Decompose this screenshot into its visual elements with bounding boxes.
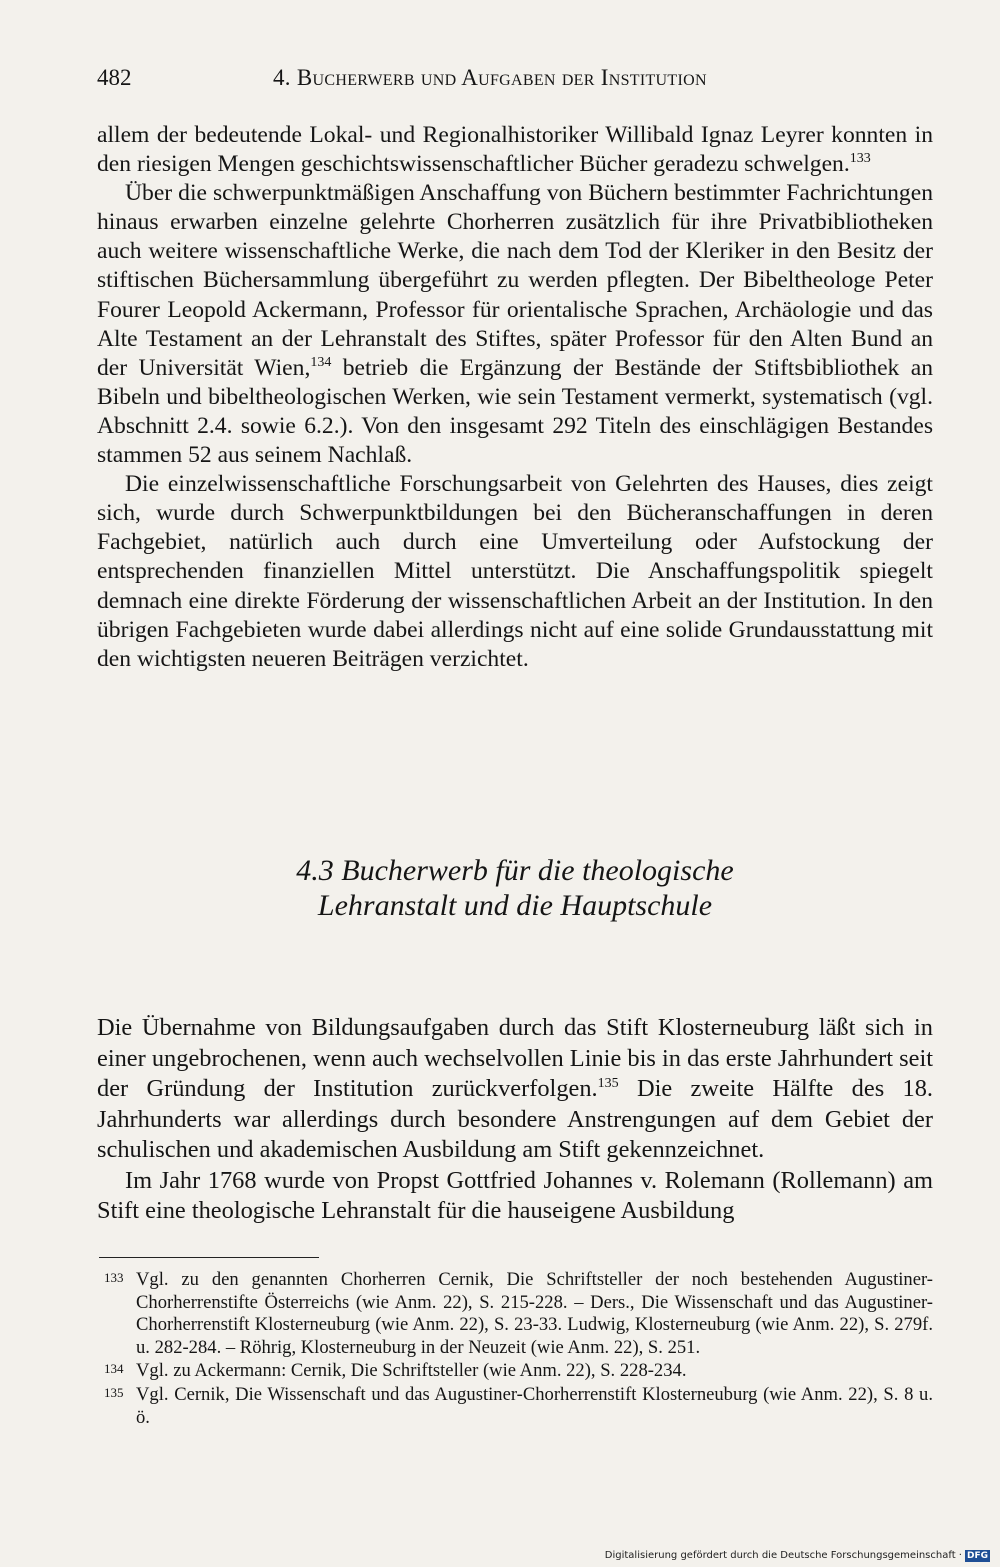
paragraph: Die Übernahme von Bildungsaufgaben durch das Stift Klosterneuburg läßt sich in einer ungebrochenen, wenn auch wechselvollen Linie bis in das erste Jahrhundert seit der Gründung der Institution zurückverfolgen.$^{135}$ Die zweite Hälfte des 18. Jahrhunderts war allerdings durch besondere Anstrengungen auf dem Gebiet der schulischen und akademischen Ausbildung am Stift gekennzeichnet.: [97, 1014, 933, 1163]
footnote-number: 134: [104, 1361, 124, 1377]
footnote-ref[interactable]: 134: [310, 354, 332, 370]
footnote-number: 135: [104, 1384, 124, 1400]
credit-text: Digitalisierung gefördert durch die Deutsche Forschungsgemeinschaft ·: [604, 1550, 962, 1561]
body-text-bottom: [97, 1013, 933, 1227]
paragraph: allem der bedeutende Lokal- und Regionalhistoriker Willibald Ignaz Leyrer konnten in den riesigen Mengen geschichtswissenschaftlicher Bücher geradezu schwelgen.$^{133}$: [97, 122, 933, 178]
footnote-text: Vgl. Cernik, Die Wissenschaft und das Augustiner-Chorherrenstift Klosterneuburg (wie Anm. 22), S. 8 u. ö.: [136, 1383, 933, 1428]
footnote-text: Vgl. zu Ackermann: Cernik, Die Schriftsteller (wie Anm. 22), S. 228-234.: [136, 1360, 687, 1382]
page-number: 482: [97, 65, 132, 90]
footnote: [104, 1269, 933, 1359]
footnote-number: 133: [104, 1270, 124, 1285]
page-header: [97, 58, 933, 98]
paragraph: Die einzelwissenschaftliche Forschungsarbeit von Gelehrten des Hauses, dies zeigt sich, wurde durch Schwerpunktbildungen bei den Bücheranschaffungen in deren Fachgebiet, natürlich auch durch eine Umverteilung oder Aufstockung der entsprechenden finanziellen Mittel unterstützt. Die Anschaffungspolitik spiegelt demnach eine direkte Förderung der wissenschaftlichen Arbeit an der Institution. In den übrigen Fachgebieten wurde dabei allerdings nicht auf eine solide Grundausstattung mit den wichtigsten neueren Beiträgen verzichtet.: [97, 471, 933, 672]
body-text-top: [97, 121, 933, 674]
footnote-ref[interactable]: 135: [597, 1076, 619, 1091]
paragraph: Im Jahr 1768 wurde von Propst Gottfried Johannes v. Rolemann (Rollemann) am Stift eine theologische Lehranstalt für die hauseigene Ausbildung: [97, 1166, 933, 1224]
running-head: 4. Bucherwerb und Aufgaben der Institution: [273, 65, 707, 90]
footnote: [104, 1360, 933, 1383]
footnote-divider: [99, 1257, 319, 1258]
paragraph: Über die schwerpunktmäßigen Anschaffung von Büchern bestimmter Fachrichtungen hinaus erwarben einzelne gelehrte Chorherren zusätzlich für ihre Privatbibliotheken auch weitere wissenschaftliche Werke, die nach dem Tod der Kleriker in den Besitz der stiftischen Büchersammlung übergeführt zu werden pflegten. Der Bibeltheologe Peter Fourer Leopold Ackermann, Professor für orientalische Sprachen, Archäologie und das Alte Testament an der Lehranstalt des Stiftes, später Professor für den Alten Bund an der Universität Wien,$^{134}$ betrieb die Ergänzung der Bestände der Stiftsbibliothek an Bibeln und bibeltheologischen Werken, wie sein Testament vermerkt, systematisch (vgl. Abschnitt 2.4. sowie 6.2.). Von den insgesamt 292 Titeln des einschlägigen Bestandes stammen 52 aus seinem Nachlaß.: [97, 180, 933, 469]
dfg-logo-icon: DFG: [966, 1551, 988, 1561]
section-heading: [97, 853, 933, 923]
footnote-ref[interactable]: 133: [849, 151, 871, 167]
footnote: [104, 1384, 933, 1429]
footnote-text: Vgl. zu den genannten Chorherren Cernik, Die Schriftsteller der noch bestehenden Augustiner-Chorherrenstifte Österreichs (wie Anm. 22), S. 215-228. – Ders., Die Wissenschaft und das Augustiner-Chorherrenstift Klosterneuburg (wie Anm. 22), S. 23-33. Ludwig, Klosterneuburg (wie Anm. 22), S. 279f. u. 282-284. – Röhrig, Klosterneuburg in der Neuzeit (wie Anm. 22), S. 251.: [136, 1269, 933, 1358]
footnotes: [104, 1269, 933, 1430]
section-heading-line: 4.3 Bucherwerb für die theologische: [296, 854, 734, 887]
digitization-credit: [605, 1550, 990, 1562]
section-heading-line: Lehranstalt und die Hauptschule: [317, 889, 713, 922]
